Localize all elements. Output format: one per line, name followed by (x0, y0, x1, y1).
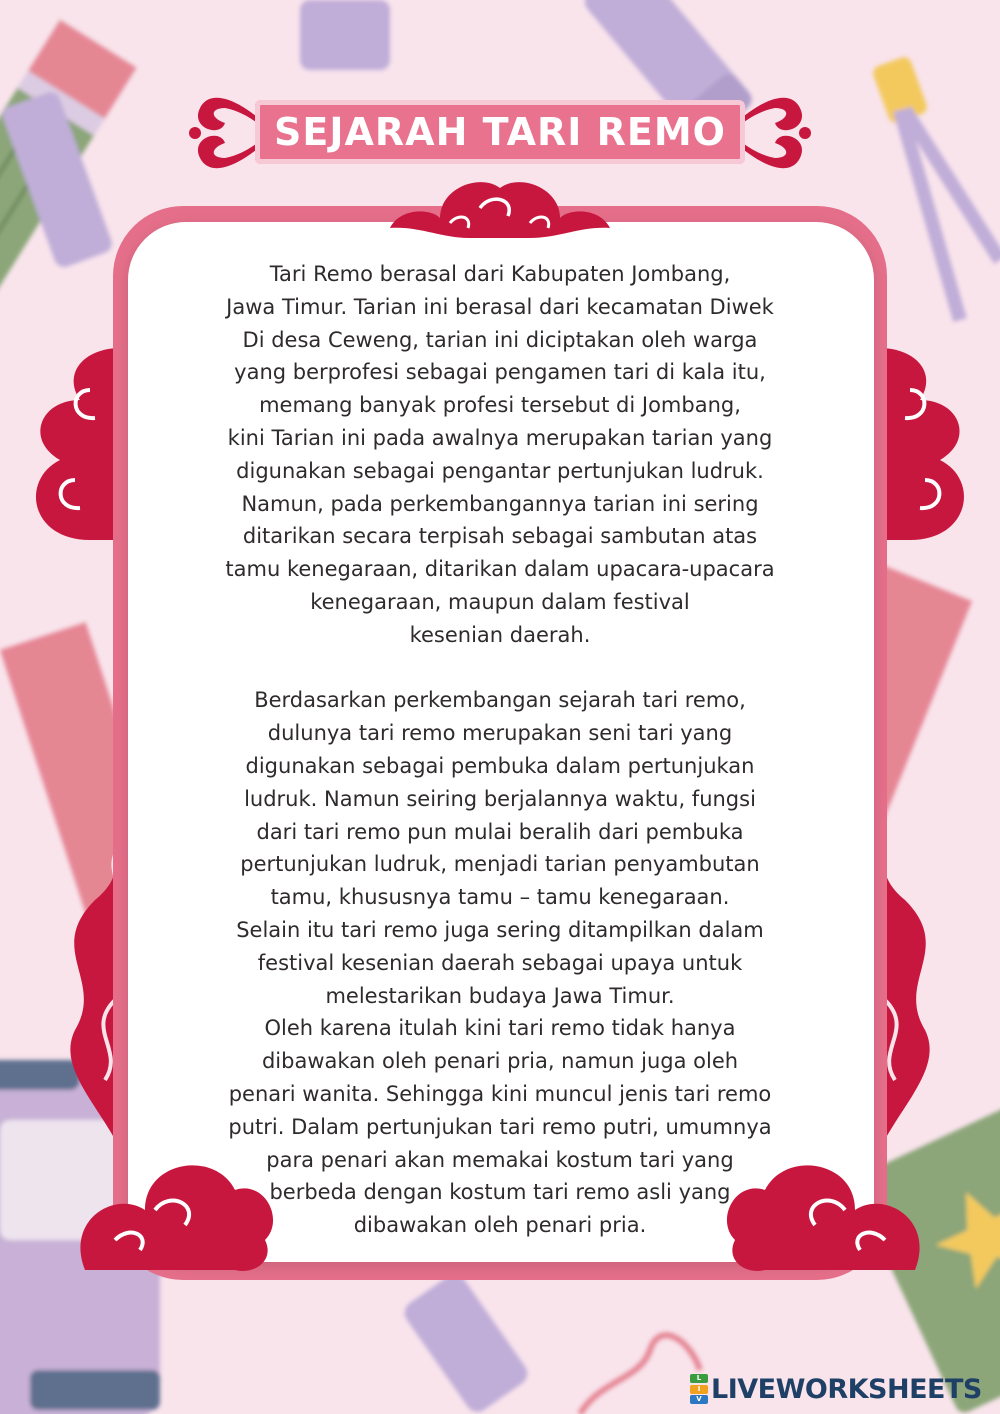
text-line: Berdasarkan perkembangan sejarah tari remo, (254, 688, 746, 713)
text-line: kini Tarian ini pada awalnya merupakan tarian yang (227, 425, 773, 450)
text-line: penari wanita. Sehingga kini muncul jenis tari remo (228, 1081, 772, 1106)
text-line: berbeda dengan kostum tari remo asli yang (269, 1180, 731, 1205)
watermark-text: LIVEWORKSHEETS (711, 1373, 982, 1405)
text-line: kesenian daerah. (409, 622, 591, 647)
text-line: Selain itu tari remo juga sering ditampilkan dalam (236, 917, 764, 942)
text-line: tamu, khususnya tamu – tamu kenegaraan. (270, 885, 730, 910)
text-line: tamu kenegaraan, ditarikan dalam upacara-upacara (225, 557, 775, 582)
text-line: Jawa Timur. Tarian ini berasal dari kecamatan Diwek (226, 294, 774, 319)
compass-shape (871, 55, 1000, 320)
text-line: kenegaraan, maupun dalam festival (310, 589, 690, 614)
text-line: melestarikan budaya Jawa Timur. (325, 983, 675, 1008)
text-line: digunakan sebagai pengantar pertunjukan ludruk. (236, 458, 764, 483)
text-line: putri. Dalam pertunjukan tari remo putri, umumnya (228, 1114, 772, 1139)
text-line: ludruk. Namun seiring berjalannya waktu, fungsi (244, 786, 756, 811)
text-line: digunakan sebagai pembuka dalam pertunjukan (245, 753, 755, 778)
title-banner (255, 100, 745, 164)
logo-letter: L (690, 1374, 708, 1383)
text-line: memang banyak profesi tersebut di Jombang, (259, 393, 741, 418)
top-center-cloud-ornament (380, 168, 620, 248)
logo-letter: I (690, 1385, 708, 1394)
paragraph-gap (150, 652, 850, 685)
text-line: Tari Remo berasal dari Kabupaten Jombang, (269, 262, 731, 286)
page-title: SEJARAH TARI REMO (274, 110, 726, 154)
text-line: dulunya tari remo merupakan seni tari yang (267, 721, 733, 746)
text-line: para penari akan memakai kostum tari yang (266, 1147, 734, 1172)
text-line: pertunjukan ludruk, menjadi tarian penyambutan (240, 852, 760, 877)
text-line: ditarikan secara terpisah sebagai sambutan atas (242, 524, 758, 549)
text-line: dibawakan oleh penari pria, namun juga oleh (261, 1049, 739, 1074)
text-line: festival kesenian daerah sebagai upaya untuk (257, 950, 743, 975)
text-line: yang berprofesi sebagai pengamen tari di kala itu, (234, 360, 766, 385)
text-line: dibawakan oleh penari pria. (353, 1213, 647, 1238)
liveworksheets-watermark[interactable] (690, 1372, 982, 1406)
liveworksheets-logo-icon (690, 1374, 708, 1404)
marker-shape (400, 1270, 532, 1414)
logo-letter: V (690, 1395, 708, 1404)
text-line: Namun, pada perkembangannya tarian ini sering (241, 491, 759, 516)
text-line: Oleh karena itulah kini tari remo tidak hanya (264, 1016, 736, 1041)
history-text (150, 258, 850, 1242)
text-line: Di desa Ceweng, tarian ini diciptakan oleh warga (242, 327, 758, 352)
text-line: dari tari remo pun mulai beralih dari pembuka (256, 819, 744, 844)
